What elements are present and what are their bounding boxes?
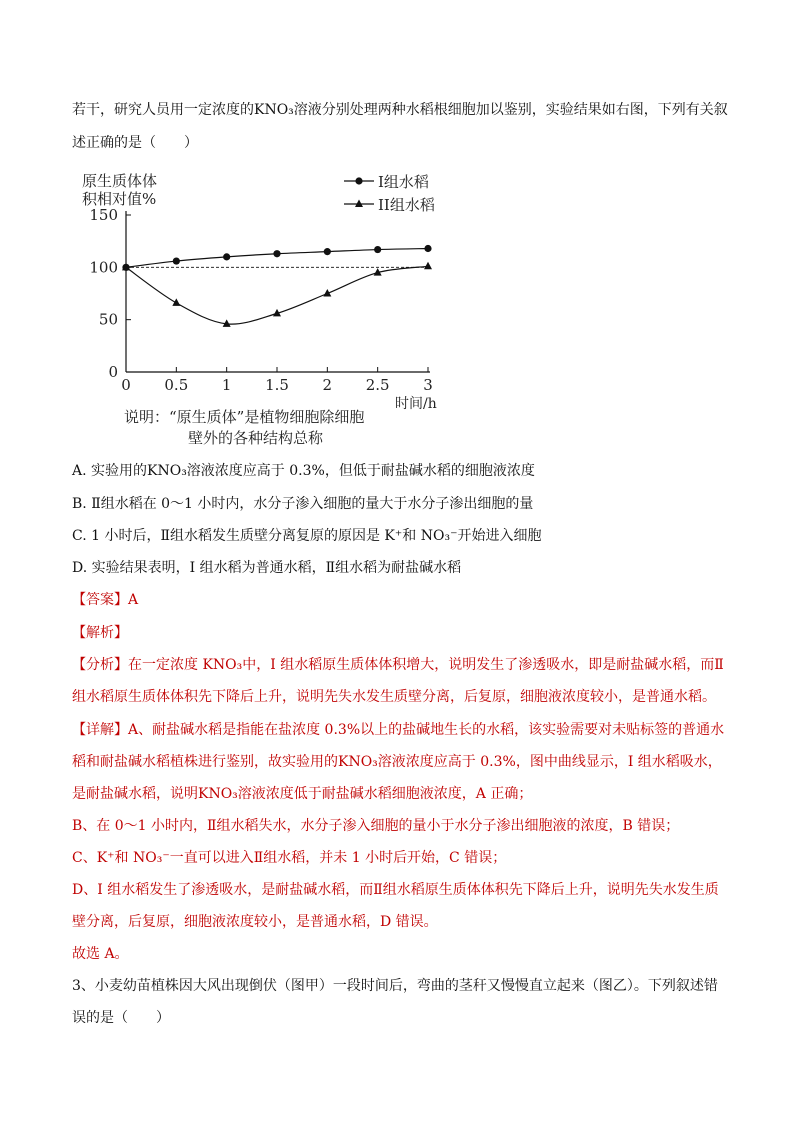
chart-legend: [344, 173, 435, 214]
next-question-line-2: 误的是（ ）: [72, 1010, 170, 1026]
fenxi-text-1: 在一定浓度 KNO₃中，I 组水稻原生质体体积增大，说明发生了渗透吸水，即是耐盐碱水稻，而Ⅱ: [128, 657, 724, 673]
legend-label: II组水稻: [378, 196, 435, 214]
xiangjie-line-1: [72, 720, 724, 740]
series-1-point: [223, 253, 230, 260]
answer-value: A: [128, 592, 139, 608]
xiangjie-line-3: 是耐盐碱水稻，说明KNO₃溶液浓度低于耐盐碱水稻细胞液浓度，A 正确；: [72, 786, 533, 802]
chart-note-line-1: 说明：“原生质体”是植物细胞除细胞: [124, 408, 365, 426]
protoplast-volume-chart: [74, 165, 454, 455]
y-tick-label: 150: [89, 206, 118, 224]
xiangjie-line-8: 故选 A。: [72, 946, 129, 962]
xiangjie-line-6: D、I 组水稻发生了渗透吸水，是耐盐碱水稻，而Ⅱ组水稻原生质体体积先下降后上升，说明先失水发生质: [72, 882, 719, 898]
xiangjie-line-7: 壁分离，后复原，细胞液浓度较小，是普通水稻，D 错误。: [72, 914, 438, 930]
question-text-line-1: 若干，研究人员用一定浓度的KNO₃溶液分别处理两种水稻根细胞加以鉴别，实验结果如右图，下列有关叙: [72, 102, 728, 118]
y-tick-label: 50: [98, 310, 118, 329]
series-1-point: [374, 246, 381, 253]
series-1-point: [273, 250, 280, 257]
xiangjie-label: 【详解】: [72, 722, 128, 738]
question-text-line-2: 述正确的是（ ）: [72, 135, 198, 151]
series-2-point: [172, 298, 180, 306]
chart-series: [122, 245, 432, 327]
x-tick-label: 2: [322, 376, 333, 394]
chart-note-line-2: 壁外的各种结构总称: [188, 429, 324, 447]
option-b: B. Ⅱ组水稻在 0～1 小时内，水分子渗入细胞的量大于水分子渗出细胞的量: [72, 496, 534, 512]
chart-axes: [126, 211, 430, 372]
xiangjie-line-5: C、K⁺和 NO₃⁻一直可以进入Ⅱ组水稻，并未 1 小时后开始，C 错误；: [72, 850, 507, 866]
legend-label: I组水稻: [378, 173, 429, 191]
x-tick-label: 0: [121, 376, 131, 394]
legend-marker: [355, 200, 363, 208]
option-a: A. 实验用的KNO₃溶液浓度应高于 0.3%，但低于耐盐碱水稻的细胞液浓度: [72, 463, 535, 479]
answer-line: [72, 590, 138, 610]
x-tick-label: 2.5: [365, 376, 390, 394]
analysis-label: 【解析】: [72, 625, 128, 641]
x-tick-label: 1: [221, 376, 232, 394]
xiangjie-line-2: 稻和耐盐碱水稻植株进行鉴别，故实验用的KNO₃溶液浓度应高于 0.3%，图中曲线显示，I 组水稻吸水，: [72, 754, 722, 770]
fenxi-line-2: 组水稻原生质体体积先下降后上升，说明先失水发生质壁分离，后复原，细胞液浓度较小，是普通水稻。: [72, 689, 716, 705]
x-tick-label: 0.5: [164, 376, 189, 394]
series-2-point: [424, 262, 432, 270]
series-1-point: [173, 257, 180, 264]
series-2: [122, 262, 432, 327]
xiangjie-line-4: B、在 0～1 小时内，Ⅱ组水稻失水，水分子渗入细胞的量小于水分子渗出细胞液的浓度，B 错误；: [72, 818, 680, 834]
xiangjie-text-1: A、耐盐碱水稻是指能在盐浓度 0.3%以上的盐碱地生长的水稻，该实验需要对未贴标签的普通水: [128, 722, 725, 738]
series-1-point: [324, 248, 331, 255]
option-d: D. 实验结果表明，I 组水稻为普通水稻，Ⅱ组水稻为耐盐碱水稻: [72, 560, 462, 576]
option-c: C. 1 小时后，Ⅱ组水稻发生质壁分离复原的原因是 K⁺和 NO₃⁻开始进入细胞: [72, 528, 542, 544]
legend-marker: [355, 177, 362, 184]
y-axis-label-line-1: 原生质体体: [82, 172, 158, 190]
y-axis-label-line-2: 积相对值%: [82, 190, 157, 208]
x-axis-label: 时间/h: [395, 396, 437, 412]
fenxi-line-1: [72, 655, 724, 675]
x-tick-label: 1.5: [265, 376, 289, 394]
next-question-line-1: 3、小麦幼苗植株因大风出现倒伏（图甲）一段时间后，弯曲的茎秆又慢慢直立起来（图乙）。下列叙述错: [72, 978, 718, 994]
series-1-point: [424, 245, 431, 252]
answer-label: 【答案】: [72, 592, 128, 608]
y-tick-label: 100: [89, 258, 118, 277]
x-tick-label: 3: [423, 376, 433, 394]
y-tick-label: 0: [108, 363, 118, 381]
fenxi-label: 【分析】: [72, 657, 128, 673]
chart-ticks: [89, 206, 432, 394]
